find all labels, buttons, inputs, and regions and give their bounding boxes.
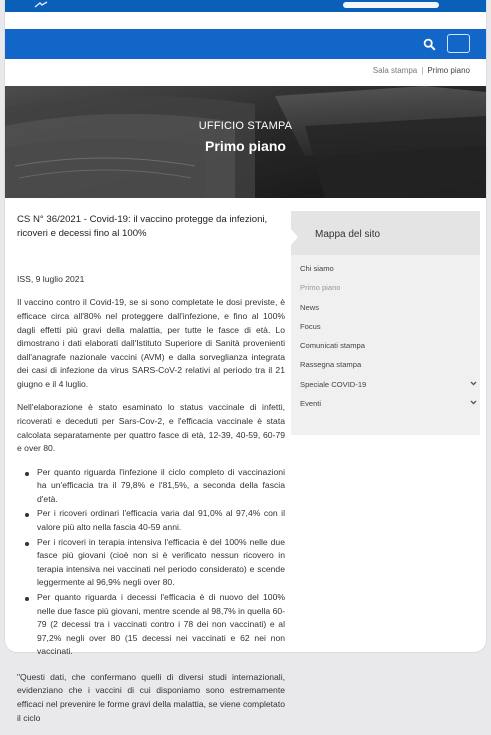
sitemap-item-label: News xyxy=(300,302,319,312)
chevron-down-icon[interactable] xyxy=(470,380,477,387)
sitemap-item-news[interactable] xyxy=(300,298,472,317)
list-item: Per i ricoveri ordinari l'efficacia varia dal 91,0% al 97,4% con il valore più alto nella fascia 40-59 anni. xyxy=(25,507,285,534)
sitemap-item-label: Eventi xyxy=(300,399,322,409)
breadcrumb-separator: | xyxy=(421,66,424,75)
article-paragraph-3: "Questi dati, che confermano quelli di diversi studi internazionali, evidenziano che i vaccini di cui disponiamo sono estremamente efficaci nel prevenire le forme gravi della malattia, se viene completato il ciclo xyxy=(17,671,285,723)
sitemap-item-label: Primo piano xyxy=(300,283,341,293)
top-band xyxy=(5,0,486,12)
breadcrumb xyxy=(373,66,470,75)
article-bullet-list xyxy=(25,466,285,659)
sitemap-item-label: Comunicati stampa xyxy=(300,341,365,351)
article-paragraph-2: Nell'elaborazione è stato esaminato lo status vaccinale di infetti, ricoverati e deceduti per Sars-Cov-2, e l'efficacia vaccinale è stata calcolata separatamente per quattro fasce di età, 12-39, 40-59, 60-79 e over 80. xyxy=(17,402,285,454)
article-paragraph-1: Il vaccino contro il Covid-19, se si sono completate le dosi previste, è efficace circa all'80% nel proteggere dall'infezione, e fino al 100% dagli effetti più gravi della malattia, per tutte le fasce di età. Lo dimostrano i dati elaborati dall'Istituto Superiore di Sanità provenienti dall'anagrafe nazionale vaccini (AVM) e dalla sorveglianza integrata dei casi di infezione da virus SARS-CoV-2 relativi al periodo tra il 21 giugno e il 4 luglio. xyxy=(17,297,285,389)
sitemap-item-rassegna-stampa[interactable] xyxy=(300,355,472,374)
sitemap-item-speciale-covid-19[interactable] xyxy=(300,375,472,394)
sitemap-title: Mappa del sito xyxy=(315,229,381,240)
sitemap-item-chi-siamo[interactable] xyxy=(300,259,472,278)
sitemap-item-label: Focus xyxy=(300,321,321,331)
hero-kicker: UFFICIO STAMPA xyxy=(198,120,293,132)
sitemap-item-primo-piano[interactable] xyxy=(300,278,472,297)
menu-box-icon[interactable] xyxy=(447,34,470,53)
article-dateline: ISS, 9 luglio 2021 xyxy=(17,273,85,284)
hero-title: Primo piano xyxy=(205,138,286,154)
logo-mark-icon xyxy=(33,1,49,9)
sitemap-item-eventi[interactable] xyxy=(300,394,472,413)
sitemap-list xyxy=(300,259,472,413)
list-item: Per quanto riguarda l'infezione il ciclo completo di vaccinazioni ha un'efficacia tra il 79,8% e l'81,5%, a seconda della fascia d'età. xyxy=(25,466,285,507)
list-item: Per i ricoveri in terapia intensiva l'efficacia è del 100% nelle due fasce più giovani (cioè non si è verificato nessun ricovero in terapia intensiva nei vaccinati nel periodo considerato) e scende leggermente al 96,9% negli over 80. xyxy=(25,536,285,590)
sitemap-item-label: Rassegna stampa xyxy=(300,360,362,370)
article-title: CS N° 36/2021 - Covid-19: il vaccino protegge da infezioni, ricoveri e decessi fino al 100% xyxy=(17,214,268,239)
sitemap-item-label: Speciale COVID-19 xyxy=(300,379,367,389)
sitemap-sidebar xyxy=(291,211,480,435)
browser-frame xyxy=(5,0,486,723)
main-navbar xyxy=(5,29,486,59)
list-item: Per quanto riguarda i decessi l'efficacia è di nuovo del 100% nelle due fasce più giovani, mentre scende al 98,7% in quella 60-79 (2 decessi tra i vaccinati contro i 78 dei non vaccinati) e al 97,2% negli over 80 (15 decessi nei vaccinati e 62 nei non vaccinati. xyxy=(25,591,285,659)
hero-banner xyxy=(5,86,486,198)
sitemap-notch xyxy=(291,229,298,245)
sitemap-header xyxy=(291,211,480,255)
sitemap-item-label: Chi siamo xyxy=(300,264,334,273)
article xyxy=(17,213,285,735)
breadcrumb-current: Primo piano xyxy=(427,66,470,75)
top-search-pill[interactable] xyxy=(343,2,439,8)
breadcrumb-link-sala-stampa[interactable]: Sala stampa xyxy=(372,66,418,75)
search-icon[interactable] xyxy=(423,38,436,51)
sitemap-item-focus[interactable] xyxy=(300,317,472,336)
sitemap-item-comunicati-stampa[interactable] xyxy=(300,336,472,355)
chevron-down-icon[interactable] xyxy=(470,399,477,406)
